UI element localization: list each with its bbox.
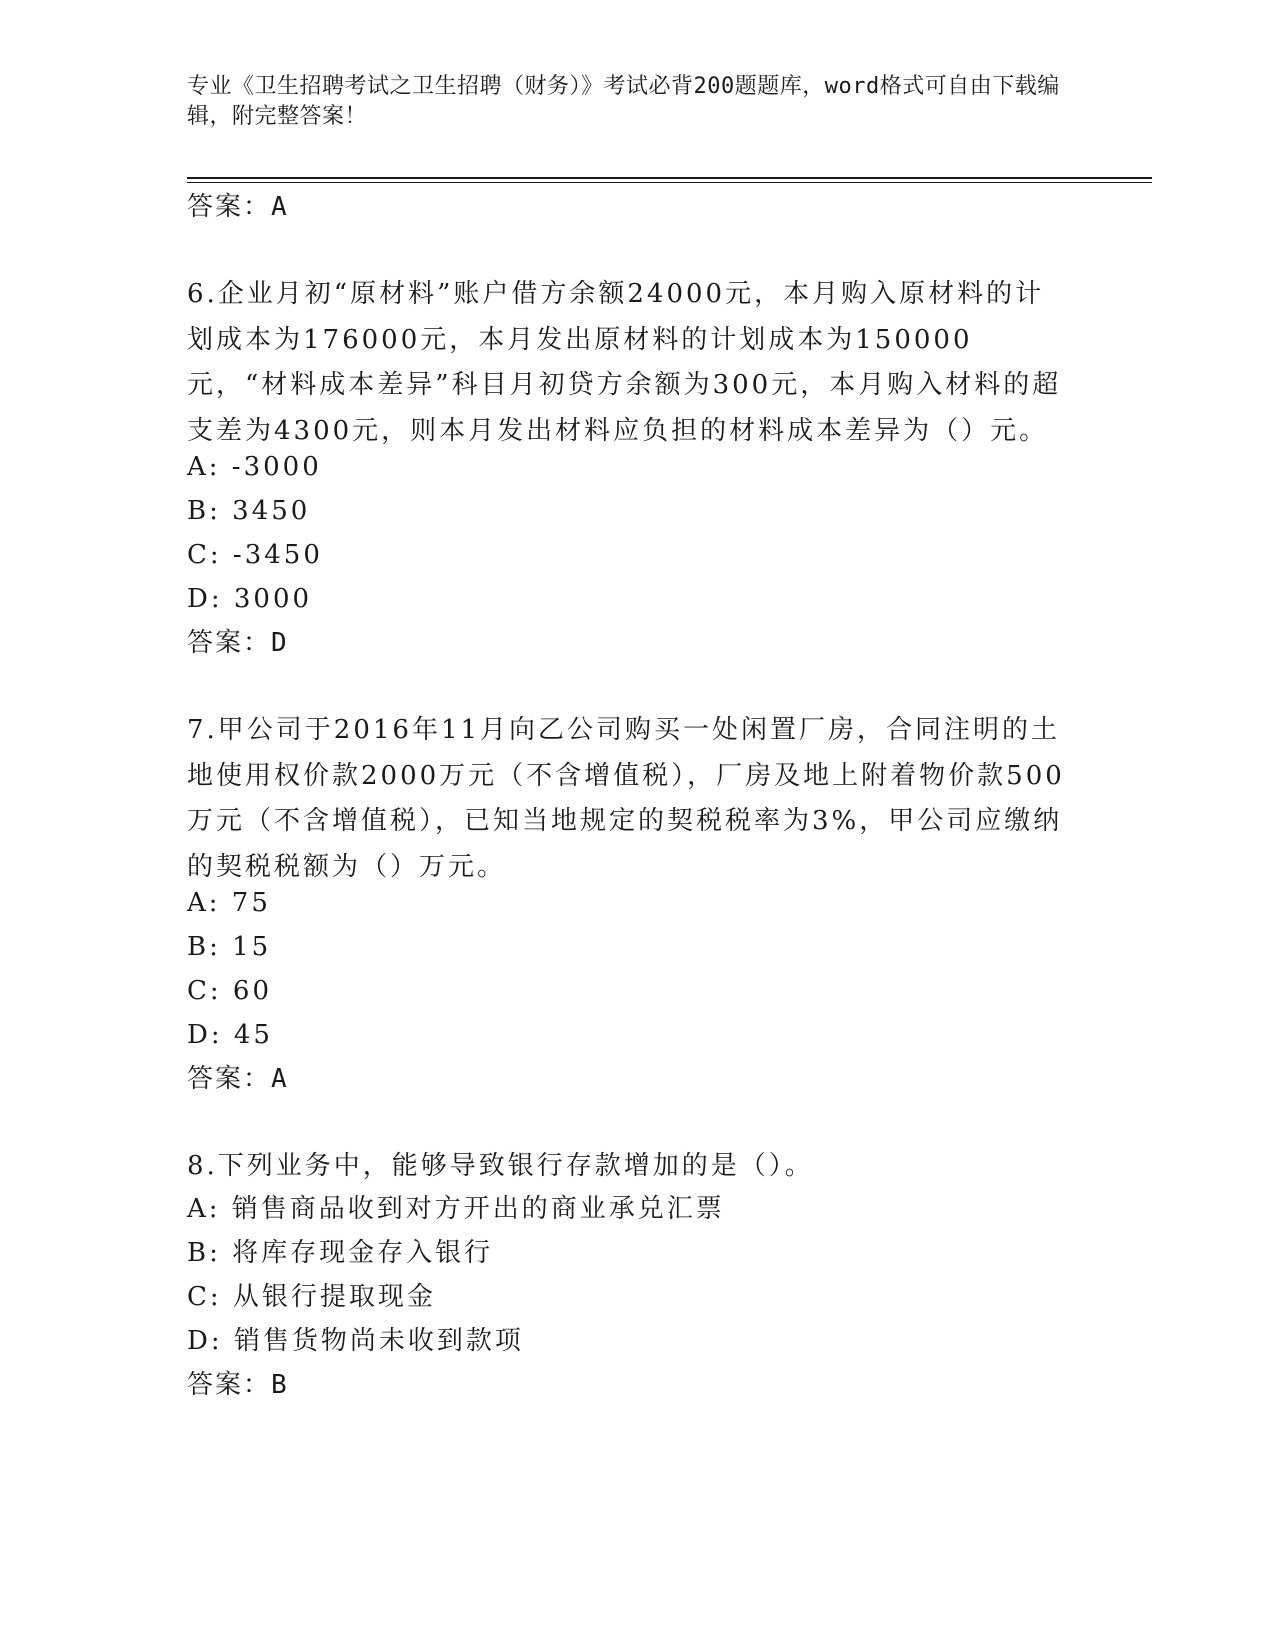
- question-7-option-a: A: 75: [187, 888, 271, 918]
- question-8-option-c: C: 从银行提取现金: [187, 1282, 436, 1312]
- question-8-option-a: A: 销售商品收到对方开出的商业承兑汇票: [187, 1194, 725, 1224]
- question-8-option-b: B: 将库存现金存入银行: [187, 1238, 494, 1268]
- answer-label: 答案：: [187, 628, 272, 658]
- question-6-option-d: D: 3000: [187, 584, 313, 614]
- question-8-answer: [187, 1368, 289, 1402]
- answer-value: B: [271, 1370, 289, 1400]
- answer-value: D: [271, 628, 289, 658]
- previous-answer: [187, 190, 289, 224]
- question-6-answer: [187, 626, 289, 660]
- question-8-text: 8.下列业务中，能够导致银行存款增加的是（）。: [187, 1151, 814, 1181]
- question-7-text: 7.甲公司于2016年11月向乙公司购买一处闲置厂房，合同注明的土地使用权价款2000万元（不含增值税），厂房及地上附着物价款500万元（不含增值税），已知当地规定的契税税率为3%，甲公司应缴纳的契税税额为（）万元。: [187, 715, 1065, 882]
- question-7-answer: [187, 1062, 289, 1096]
- question-6-option-b: B: 3450: [187, 496, 311, 526]
- question-6-text: 6.企业月初“原材料”账户借方余额24000元，本月购入原材料的计划成本为176000元，本月发出原材料的计划成本为150000元，“材料成本差异”科目月初贷方余额为300元，本月购入材料的超支差为4300元，则本月发出材料应负担的材料成本差异为（）元。: [187, 279, 1062, 446]
- question-7-option-b: B: 15: [187, 932, 272, 962]
- question-7-option-d: D: 45: [187, 1020, 273, 1050]
- header-divider-thin: [187, 182, 1152, 183]
- answer-value: A: [271, 192, 289, 222]
- header-divider-thick: [187, 177, 1152, 179]
- question-6-option-a: A: -3000: [187, 452, 322, 482]
- answer-value: A: [271, 1064, 289, 1094]
- answer-label: 答案：: [187, 1370, 272, 1400]
- question-7-option-c: C: 60: [187, 976, 273, 1006]
- answer-label: 答案：: [187, 192, 272, 222]
- document-header: 专业《卫生招聘考试之卫生招聘（财务）》考试必背200题题库，word格式可自由下载编辑，附完整答案！: [187, 74, 1060, 129]
- answer-label: 答案：: [187, 1064, 272, 1094]
- question-8-option-d: D: 销售货物尚未收到款项: [187, 1326, 524, 1356]
- question-6-option-c: C: -3450: [187, 540, 323, 570]
